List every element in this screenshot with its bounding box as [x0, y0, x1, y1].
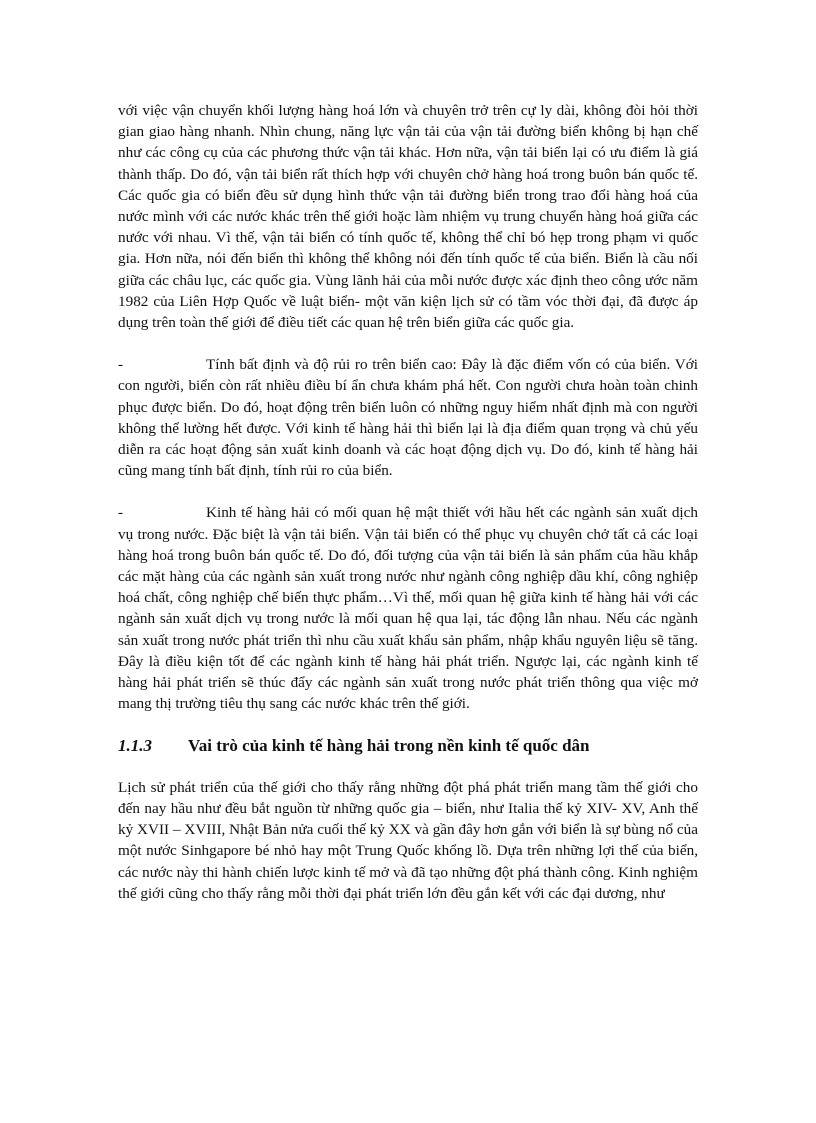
section-number: 1.1.3 — [118, 736, 152, 756]
document-page — [118, 100, 698, 925]
bullet-text-2: Kinh tế hàng hải có mối quan hệ mật thiết với hầu hết các ngành sản xuất dịch vụ trong nước. Đặc biệt là vận tải biển. Vận tải biển có thể phục vụ chuyên chở tất cả các loại hàng hoá trong buôn bán quốc tế. Do đó, đối tượng của vận tải biển là sản phẩm của hầu khắp các mặt hàng của các ngành sản xuất trong nước như ngành công nghiệp dầu khí, công nghiệp hoá chất, công nghiệp chế biến thực phẩm…Vì thế, mối quan hệ giữa kinh tế hàng hải với các ngành sản xuất dịch vụ trong nước là mối quan hệ qua lại, tác động lẫn nhau. Nếu các ngành sản xuất trong nước phát triển thì nhu cầu xuất khẩu sản phẩm, nhập khẩu nguyên liệu sẽ tăng. Đây là điều kiện tốt để các ngành kinh tế hàng hải phát triển. Ngược lại, các ngành kinh tế hàng hải phát triển sẽ thúc đẩy các ngành sản xuất trong nước phát triển thông qua việc mở mang thị trường tiêu thụ sang các nước khác trên thế giới. — [118, 504, 698, 713]
bullet-paragraph-2 — [118, 502, 698, 714]
paragraph-2: Lịch sử phát triển của thế giới cho thấy rằng những đột phá phát triển mang tầm thế giới cho đến nay hầu như đều bắt nguồn từ những quốc gia – biển, như Italia thế kỷ XIV- XV, Anh thế kỷ XVII – XVIII, Nhật Bản nửa cuối thế kỷ XX và gần đây hơn gắn với biển là sự bùng nổ của một nước Sinhgapore bé nhỏ hay một Trung Quốc khổng lồ. Dựa trên những lợi thế của biển, các nước này thi hành chiến lược kinh tế mở và đã tạo những đột phá thành công. Kinh nghiệm thế giới cũng cho thấy rằng mỗi thời đại phát triển lớn đều gắn kết với các đại dương, như — [118, 778, 698, 902]
bullet-marker: - — [118, 504, 124, 522]
section-heading — [118, 735, 698, 756]
bullet-marker: - — [118, 356, 124, 374]
bullet-text-1: Tính bất định và độ rủi ro trên biển cao: Đây là đặc điểm vốn có của biển. Với con người, biển còn rất nhiều điều bí ẩn chưa khám phá hết. Con người chưa hoàn toàn chinh phục được biển. Do đó, hoạt động trên biển luôn có những nguy hiểm nhất định mà con người không thể lường hết được. Với kinh tế hàng hải thì biển lại là địa điểm quan trọng và chủ yếu diễn ra các hoạt động sản xuất kinh doanh và các hoạt động dịch vụ. Do đó, kinh tế hàng hải cũng mang tính bất định, tính rủi ro của biển. — [118, 356, 698, 480]
paragraph-1: với việc vận chuyển khối lượng hàng hoá lớn và chuyên trở trên cự ly dài, không đòi hỏi thời gian giao hàng nhanh. Nhìn chung, năng lực vận tải của vận tải đường biển không bị hạn chế như các công cụ của các phương thức vận tải khác. Hơn nữa, vận tải biển lại có ưu điểm là giá thành thấp. Do đó, vận tải biển rất thích hợp với chuyên chở hàng hoá trong buôn bán quốc tế. Các quốc gia có biển đều sử dụng hình thức vận tải đường biển trong trao đổi hàng hoá của nước mình với các nước khác trên thế giới hoặc làm nhiệm vụ trung chuyển hàng hoá giữa các nước với nhau. Vì thế, vận tải biển có tính quốc tế, không thể chỉ bó hẹp trong phạm vi quốc gia. Hơn nữa, nói đến biển thì không thể không nói đến tính quốc tế của biển. Biển là cầu nối giữa các châu lục, các quốc gia. Vùng lãnh hải của mỗi nước được xác định theo công ước năm 1982 của Liên Hợp Quốc về luật biển- một văn kiện lịch sử có tầm vóc thời đại, đã được áp dụng trên toàn thế giới để điều tiết các quan hệ trên biển giữa các quốc gia. — [118, 102, 698, 332]
section-title: Vai trò của kinh tế hàng hải trong nền kinh tế quốc dân — [188, 736, 590, 756]
bullet-paragraph-1 — [118, 354, 698, 481]
